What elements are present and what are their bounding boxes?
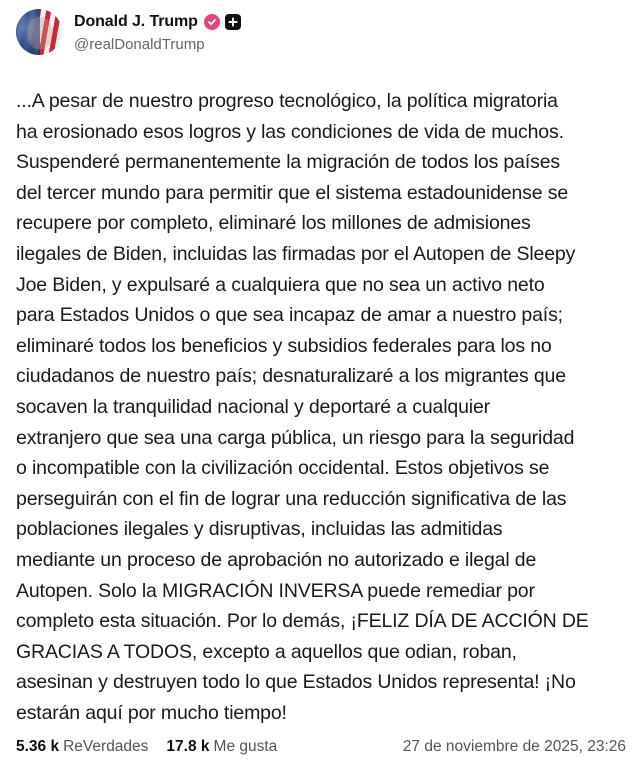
reposts-label: ReVerdades <box>63 738 149 755</box>
likes-count: 17.8 k <box>166 738 210 755</box>
post-line: recupere por completo, eliminaré los millones de admisiones <box>16 212 531 235</box>
post-line: ciudadanos de nuestro país; desnaturalizaré a los migrantes que <box>16 365 566 388</box>
post-line: eliminaré todos los beneficios y subsidios federales para los no <box>16 334 552 357</box>
post-line: para Estados Unidos o que sea incapaz de amar a nuestro país; <box>16 304 563 327</box>
display-name[interactable]: Donald J. Trump <box>74 13 198 30</box>
post-line: completo esta situación. Por lo demás, ¡FELIZ DÍA DE ACCIÓN DE <box>16 610 589 633</box>
post-line: Suspenderé permanentemente la migración de todos los países <box>16 151 560 174</box>
likes-label: Me gusta <box>213 738 278 755</box>
verified-check-icon <box>204 14 220 30</box>
post-line: GRACIAS A TODOS, excepto a aquellos que odian, roban, <box>16 640 517 663</box>
reposts-count: 5.36 k <box>16 738 60 755</box>
name-row <box>74 11 241 33</box>
likes-stat[interactable] <box>166 738 277 756</box>
avatar-face <box>28 17 52 49</box>
post-line: del tercer mundo para permitir que el sistema estadounidense se <box>16 181 569 204</box>
post-line: estarán aquí por mucho tiempo! <box>16 701 287 724</box>
post-text <box>16 86 631 728</box>
post-line: ilegales de Biden, incluidas las firmadas por el Autopen de Sleepy <box>16 242 576 265</box>
post-line: ...A pesar de nuestro progreso tecnológico, la política migratoria <box>16 90 558 112</box>
post-line: o incompatible con la civilización occidental. Estos objetivos se <box>16 457 550 480</box>
post-line: ha erosionado esos logros y las condiciones de vida de muchos. <box>16 120 564 143</box>
avatar[interactable] <box>16 9 62 55</box>
user-handle[interactable]: @realDonaldTrump <box>74 36 205 53</box>
reposts-stat[interactable] <box>16 738 148 756</box>
post-line: Joe Biden, y expulsaré a cualquiera que no sea un activo neto <box>16 273 545 296</box>
post-line: mediante un proceso de aprobación no autorizado e ilegal de <box>16 548 537 571</box>
post-line: poblaciones ilegales y disruptivas, incluidas las admitidas <box>16 518 503 541</box>
post-timestamp[interactable]: 27 de noviembre de 2025, 23:26 <box>402 738 626 755</box>
post-header <box>16 8 241 56</box>
user-info <box>74 11 241 53</box>
post-footer <box>16 736 626 758</box>
post-line: Autopen. Solo la MIGRACIÓN INVERSA puede remediar por <box>16 579 535 602</box>
post-line: extranjero que sea una carga pública, un riesgo para la seguridad <box>16 426 575 449</box>
post-line: asesinan y destruyen todo lo que Estados Unidos representa! ¡No <box>16 671 576 694</box>
plus-icon <box>225 14 241 30</box>
post-line: perseguirán con el fin de lograr una reducción significativa de las <box>16 487 567 510</box>
post-line: socaven la tranquilidad nacional y deportaré a cualquier <box>16 395 490 418</box>
